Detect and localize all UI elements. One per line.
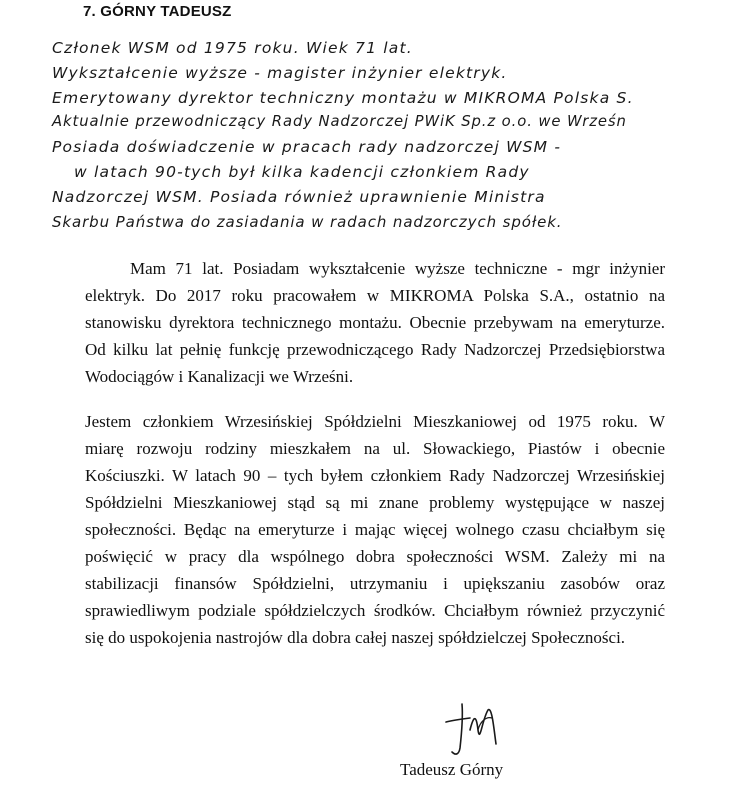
paragraph-line: Od kilku lat pełnię funkcję przewodniczącego Rady Nadzorczej Przedsiębiorstwa	[85, 340, 665, 359]
handwritten-line: Skarbu Państwa do zasiadania w radach nadzorczych spółek.	[52, 212, 563, 231]
bio-paragraph-1	[85, 255, 665, 390]
paragraph-line: stabilizacji finansów Spółdzielni, utrzymaniu i upiększaniu zasobów oraz	[85, 574, 665, 593]
paragraph-line: się do uspokojenia nastrojów dla dobra całej naszej spółdzielczej Społeczności.	[85, 628, 626, 647]
handwritten-line: Nadzorczej WSM. Posiada również uprawnienie Ministra	[52, 187, 546, 206]
handwritten-signature	[440, 700, 520, 760]
paragraph-line: społeczności. Będąc na emeryturze i mając więcej wolnego czasu chciałbym się	[85, 520, 665, 539]
paragraph-line: miarę rozwoju rodziny mieszkałem na ul. Słowackiego, Piastów i obecnie	[85, 439, 665, 458]
handwritten-note	[52, 36, 751, 234]
paragraph-line: Mam 71 lat. Posiadam wykształcenie wyższe techniczne - mgr inżynier	[130, 259, 665, 278]
paragraph-line: Spółdzielni Mieszkaniowej stąd są mi znane problemy występujące w naszej	[85, 493, 665, 512]
handwritten-line: w latach 90-tych był kilka kadencji członkiem Rady	[74, 162, 530, 181]
candidate-heading: 7. GÓRNY TADEUSZ	[83, 3, 232, 20]
handwritten-line: Członek WSM od 1975 roku. Wiek 71 lat.	[52, 39, 413, 57]
paragraph-line: stanowisku dyrektora technicznego montażu. Obecnie przebywam na emeryturze.	[85, 313, 665, 332]
paragraph-line: poświęcić w pracy dla wspólnego dobra społeczności WSM. Zależy mi na	[85, 547, 665, 566]
handwritten-line: Wykształcenie wyższe - magister inżynier elektryk.	[52, 63, 508, 82]
handwritten-line: Posiada doświadczenie w pracach rady nadzorczej WSM -	[52, 138, 562, 157]
paragraph-line: Kościuszki. W latach 90 – tych byłem członkiem Rady Nadzorczej Wrzesińskiej	[85, 466, 665, 485]
paragraph-line: elektryk. Do 2017 roku pracowałem w MIKROMA Polska S.A., ostatnio na	[85, 286, 665, 305]
handwritten-line: Emerytowany dyrektor techniczny montażu w MIKROMA Polska S.	[52, 88, 634, 107]
handwritten-line: Aktualnie przewodniczący Rady Nadzorczej PWiK Sp.z o.o. we Wrześn	[52, 113, 627, 131]
paragraph-line: sprawiedliwym podziale spółdzielczych środków. Chciałbym również przyczynić	[85, 601, 665, 620]
bio-paragraph-2	[85, 408, 665, 651]
paragraph-line: Wodociągów i Kanalizacji we Wrześni.	[85, 367, 354, 386]
signer-name: Tadeusz Górny	[400, 760, 504, 779]
paragraph-line: Jestem członkiem Wrzesińskiej Spółdzielni Mieszkaniowej od 1975 roku. W	[85, 412, 665, 431]
